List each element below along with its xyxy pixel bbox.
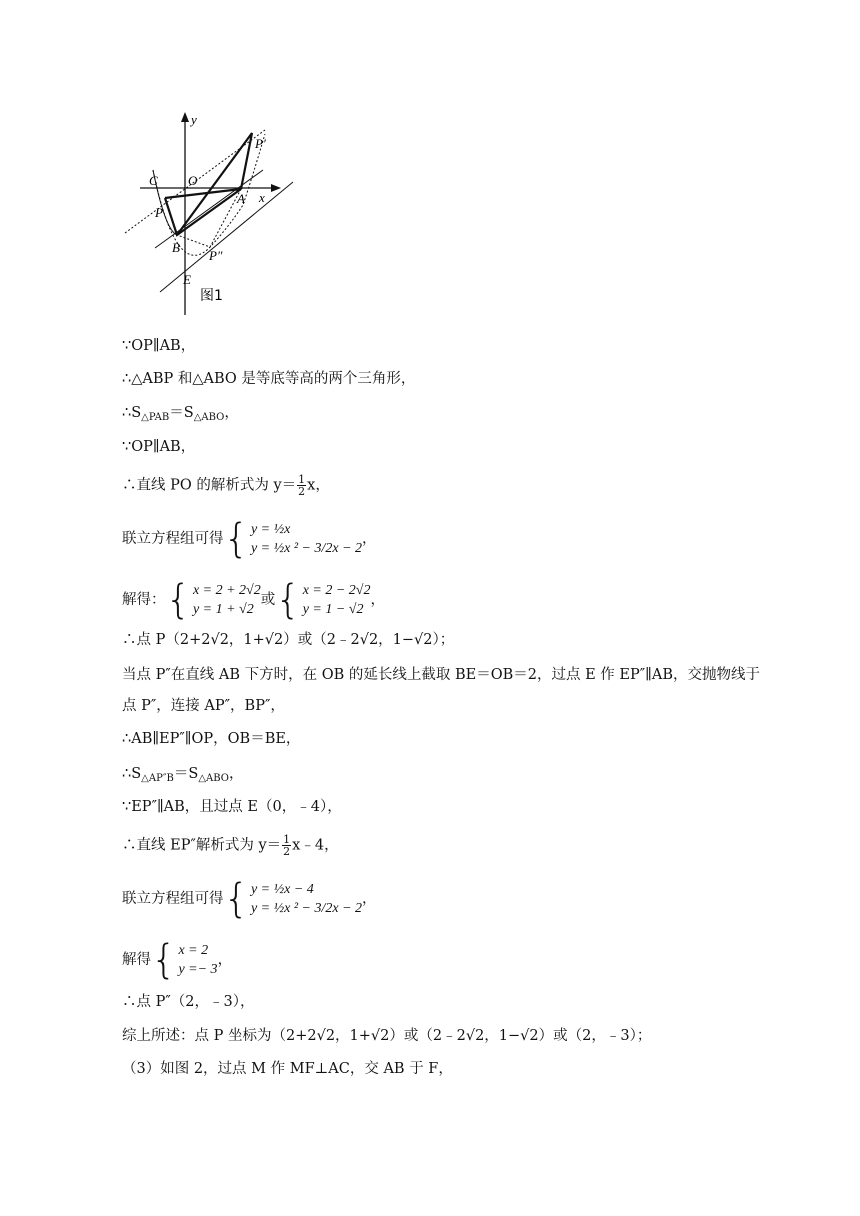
line-2: ∴△ABP 和△ABO 是等底等高的两个三角形，: [122, 371, 416, 387]
label-O: O: [188, 173, 198, 188]
label-y: y: [191, 112, 197, 127]
label-A: A: [237, 191, 245, 206]
figure-1: [115, 100, 305, 320]
label-P-double-prime: P″: [209, 248, 223, 263]
label-E: E: [183, 272, 191, 287]
line-19: （3）如图 2，过点 M 作 MF⊥AC，交 AB 于 F，: [122, 1061, 453, 1077]
figure-caption: 图1: [200, 288, 223, 304]
label-B: B: [172, 240, 180, 255]
line-8: ∴点 P（2+2√2，1+√2）或（2﹣2√2，1−√2）；: [122, 632, 455, 648]
line-17: ∴点 P″（2，﹣3），: [122, 994, 255, 1010]
line-14: ∴直线 EP″解析式为 y＝ $\frac{1}{2}$ x﹣4，: [122, 833, 339, 858]
line-4: ∵OP∥AB，: [122, 439, 196, 455]
line-6-system: 联立方程组可得 { y = ½x y = ½x ² − 3/2x − 2 ，: [122, 516, 377, 562]
line-13: ∵EP″∥AB，且过点 E（0，﹣4），: [122, 799, 342, 815]
line-1: ∵OP∥AB，: [122, 338, 196, 354]
line-15-system: 联立方程组可得 { y = ½x − 4 y = ½x ² − 3/2x − 2 ，: [122, 876, 377, 922]
label-P-prime: P′: [255, 136, 266, 151]
line-12: $\therefore S_{\triangle AP''B}=S_{\triangle ABO}$，: [122, 766, 244, 784]
line-9: 当点 P″在直线 AB 下方时，在 OB 的延长线上截取 BE＝OB＝2，过点 E 作 EP″∥AB，交抛物线于: [122, 667, 760, 683]
label-C: C: [149, 173, 158, 188]
coordinate-diagram: [115, 100, 305, 320]
line-18: 综上所述：点 P 坐标为（2+2√2，1+√2）或（2﹣2√2，1−√2）或（2，﹣3）；: [122, 1028, 652, 1044]
line-7-solution: 解得： { x = 2 + 2√2 y = 1 + √2 或 { x = 2 − 2√2 y = 1 − √2 ，: [122, 577, 385, 623]
fraction: $\frac{1}{2}$: [283, 833, 291, 858]
line-11: ∴AB∥EP″∥OP，OB＝BE，: [122, 731, 301, 747]
line-10: 点 P″，连接 AP″，BP″，: [122, 698, 285, 714]
fraction: $\frac{1}{2}$: [298, 473, 306, 498]
line-16-solution: 解得 { x = 2 y =− 3 ，: [122, 937, 233, 983]
line-5: ∴直线 PO 的解析式为 y＝ $\frac{1}{2}$ x，: [122, 473, 330, 498]
label-P: P: [155, 205, 163, 220]
line-3: $\therefore S_{\triangle PAB}=S_{\triangle ABO}$，: [122, 405, 239, 423]
label-x: x: [259, 190, 265, 205]
